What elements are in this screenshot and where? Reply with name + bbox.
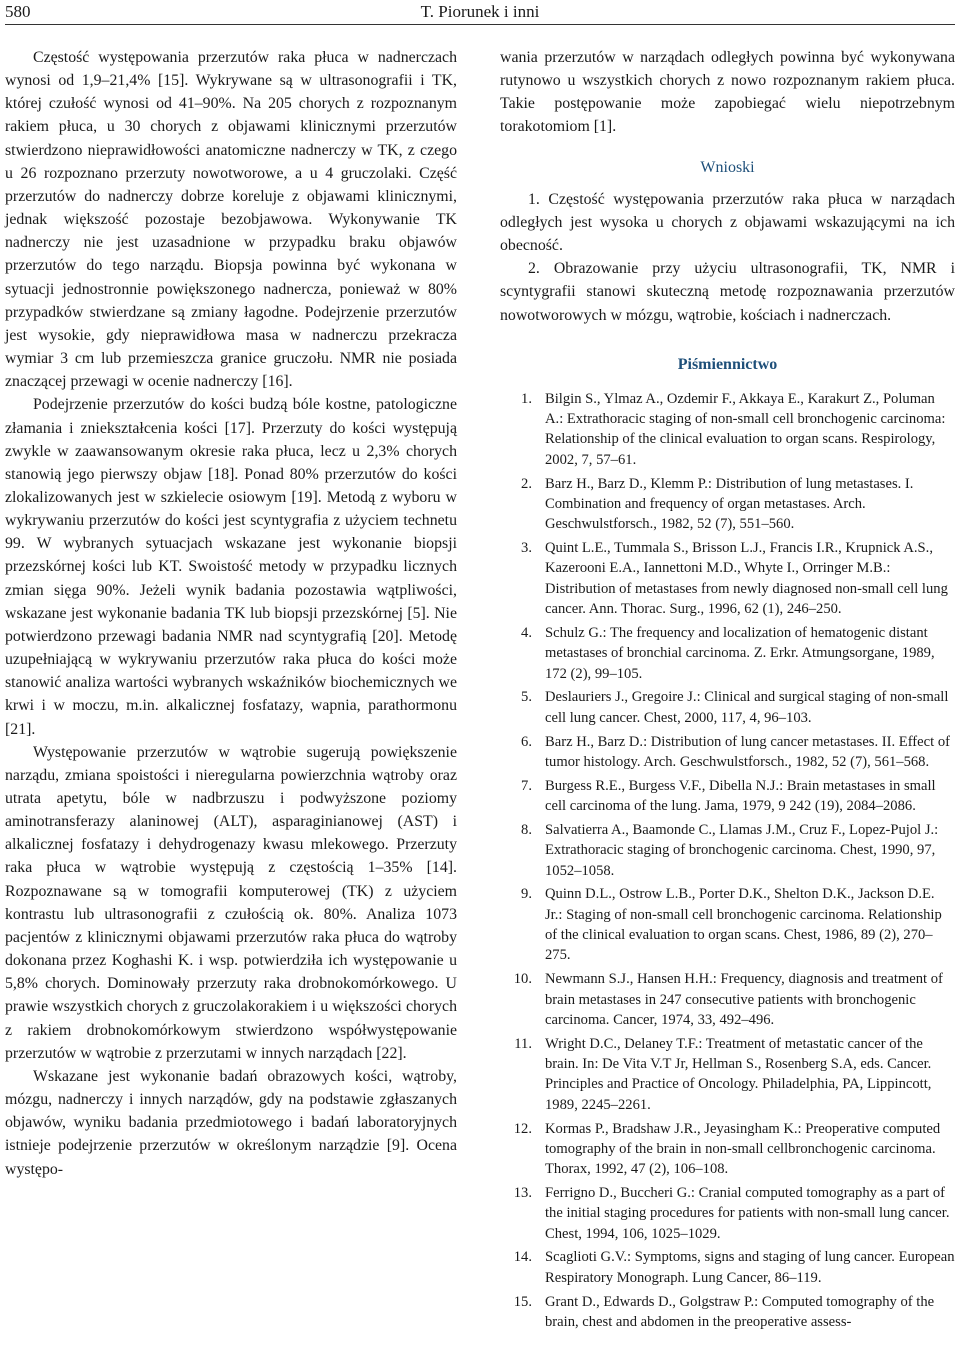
reference-item <box>500 1034 955 1115</box>
reference-text: Barz H., Barz D.: Distribution of lung cancer metastases. II. Effect of tumor histology. Arch. Geschwulstforsch., 1982, 52 (7), 561–568. <box>545 733 950 770</box>
reference-item <box>500 474 955 535</box>
reference-text: Grant D., Edwards D., Golgstraw P.: Computed tomography of the brain, chest and abdomen in the preoperative assess- <box>545 1293 935 1330</box>
reference-item <box>500 776 955 817</box>
reference-number: 7. <box>521 777 532 794</box>
reference-item <box>500 623 955 684</box>
reference-item <box>500 884 955 965</box>
running-title: T. Piorunek i inni <box>420 2 540 21</box>
conclusions-heading: Wnioski <box>700 158 755 176</box>
reference-item <box>500 538 955 619</box>
paragraph-imaging-recommendation: Wskazane jest wykonanie badań obrazowych kości, wątroby, mózgu, nadnerczy i innych narządów, gdy na podstawie zgłaszanych objawów, wyniku badania przedmiotowego i badań laboratoryjnych istnieje podejrzenie przerzutów w określonym narządzie [9]. Ocena występo- <box>5 1067 457 1178</box>
conclusion-item: 1. Częstość występowania przerzutów raka płuca w narządach odległych jest wysoka u chorych z objawami wskazującymi na ich obecność. <box>500 190 955 255</box>
reference-number: 14. <box>513 1249 532 1266</box>
page-header <box>0 0 960 24</box>
reference-item <box>500 1183 955 1244</box>
reference-number: 15. <box>513 1293 532 1310</box>
paragraph-continuation: wania przerzutów w narządach odległych powinna być wykonywana rutynowo u wszystkich chorych z nowo rozpoznanym rakiem płuca. Takie postępowanie może zapobiegać wielu niepotrzebnym torakotomiom [1]. <box>500 49 955 136</box>
reference-text: Quinn D.L., Ostrow L.B., Porter D.K., Shelton D.K., Jackson D.E. Jr.: Staging of non-small cell bronchogenic carcinoma. Relationship of the clinical evaluation to organ scans. Chest, 1986, 89 (2), 270–275. <box>545 886 942 964</box>
reference-number: 4. <box>521 624 532 641</box>
reference-item <box>500 820 955 881</box>
right-column <box>500 46 955 1336</box>
reference-text: Burgess R.E., Burgess V.F., Dibella N.J.: Brain metastases in small cell carcinoma of the lung. Jama, 1979, 9 242 (19), 2084–2086. <box>545 777 936 815</box>
references-list <box>500 389 955 1332</box>
reference-number: 9. <box>521 886 532 903</box>
reference-text: Kormas P., Bradshaw J.R., Jeyasingham K.: Preoperative computed tomography of the brain in non-small cellbronchogenic carcinoma. Thorax, 1992, 47 (2), 106–108. <box>545 1120 941 1178</box>
reference-number: 11. <box>514 1035 532 1052</box>
reference-item <box>500 1247 955 1288</box>
reference-item <box>500 1119 955 1180</box>
reference-text: Salvatierra A., Baamonde C., Llamas J.M., Cruz F., Lopez-Pujol J.: Extrathoracic staging of bronchogenic carcinoma. Chest, 1990, 97, 1052–1058. <box>545 821 939 879</box>
reference-text: Barz H., Barz D., Klemm P.: Distribution of lung metastases. I. Combination and frequency of organ metastases. Arch. Geschwulstforsch., 1982, 52 (7), 551–560. <box>545 475 914 533</box>
reference-text: Ferrigno D., Buccheri G.: Cranial computed tomography as a part of the initial staging procedures for patients with non-small lung cancer. Chest, 1994, 106, 1025–1029. <box>545 1184 950 1242</box>
paragraph-liver-metastases: Występowanie przerzutów w wątrobie sugerują powiększenie narządu, zmiana spoistości i nieregularna powierzchnia wątroby oraz utrata apetytu, bóle w nadbrzuszu i podwyższone poziomy aminotransferazy alaninowej (ALT), asparaginianowej (AST) i alkalicznej fosfatazy i dehydrogenazy kwasu mlekowego. Przerzuty raka płuca w wątrobie występują z częstością 1–35% [14]. Rozpoznawane są w tomografii komputerowej (TK) z użyciem kontrastu lub ultrasonografii z czułością ok. 80%. Analiza 1073 pacjentów z klinicznymi objawami przerzutów raka płuca do wątroby dokonana przez Koghashi K. i wsp. potwierdziła ich występowanie u 5,8% chorych. Dominowały przerzuty raka drobnokomórkowego. U prawie wszystkich chorych z gruczolakorakiem i u większości chorych z rakiem drobnokomórkowym stwierdzono współwystępowanie przerzutów w wątrobie z przerzutami w innych narządach [22]. <box>5 743 457 1062</box>
reference-number: 2. <box>521 475 532 492</box>
reference-item <box>500 969 955 1030</box>
reference-item <box>500 687 955 728</box>
paragraph-bone-metastases: Podejrzenie przerzutów do kości budzą bóle kostne, patologiczne złamania i zniekształcenia kości [17]. Przerzuty do kości występują zwykle w zaawansowanym okresie raka płuca, lecz u 2,3% chorych stanowią jego pierwszy objaw [18]. Ponad 80% przerzutów do kości zlokalizowanych jest w szkielecie osiowym [19]. Metodą z wyboru w wykrywaniu przerzutów do kości jest scyntygrafia z użyciem technetu 99. W wybranych sytuacjach wskazane jest wykonanie biopsji przezskórnej kości lub KT. Swoistość metody w przypadku licznych zmian sięga 90%. Jeżeli wynik badania pozostawia wątpliwości, wskazane jest wykonanie badania TK lub biopsji przezskórnej [5]. Nie potwierdzono przewagi badania NMR nad scyntygrafią [20]. Metodę uzupełniającą w wykrywaniu przerzutów raka płuca do kości może stanowić analiza wartości wybranych wskaźników biochemicznych we krwi i w moczu, m.in. alkalicznej fosfatazy, wapnia, parathormonu [21]. <box>5 396 457 738</box>
reference-number: 6. <box>521 733 532 750</box>
reference-number: 10. <box>513 971 532 988</box>
reference-number: 13. <box>513 1184 532 1201</box>
reference-text: Deslauriers J., Gregoire J.: Clinical and surgical staging of non-small cell lung cancer. Chest, 2000, 117, 4, 96–103. <box>545 689 949 726</box>
header-rule <box>5 24 955 25</box>
reference-text: Newmann S.J., Hansen H.H.: Frequency, diagnosis and treatment of brain metastases in 247 consecutive patients with bronchogenic carcinoma. Cancer, 1974, 33, 492–496. <box>545 971 943 1028</box>
left-column <box>5 46 457 1181</box>
references-heading: Piśmiennictwo <box>677 355 778 373</box>
reference-text: Scaglioti G.V.: Symptoms, signs and staging of lung cancer. European Respiratory Monograph. Lung Cancer, 86–119. <box>545 1249 955 1286</box>
reference-text: Schulz G.: The frequency and localization of hematogenic distant metastases of bronchial carcinoma. Z. Erkr. Atmungsorgane, 1989, 172 (2), 99–105. <box>545 624 935 682</box>
reference-number: 8. <box>521 821 532 838</box>
reference-text: Quint L.E., Tummala S., Brisson L.J., Francis I.R., Krupnick A.S., Kazerooni E.A., Iannettoni M.D., Whyte I., Orringer M.B.: Distribution of metastases from newly diagnosed non-small cell lung cancer. Ann. Thorac. Surg., 1996, 62 (1), 246–250. <box>545 540 948 618</box>
reference-item <box>500 1292 955 1333</box>
page-number: 580 <box>5 2 31 21</box>
reference-number: 5. <box>521 689 532 706</box>
conclusion-item: 2. Obrazowanie przy użyciu ultrasonografii, TK, NMR i scyntygrafii stanowi skuteczną metodę rozpoznawania przerzutów nowotworowych w mózgu, wątrobie, kościach i nadnerczach. <box>500 260 955 324</box>
reference-number: 1. <box>521 390 532 407</box>
paragraph-adrenal-metastases: Częstość występowania przerzutów raka płuca w nadnerczach wynosi od 1,9–21,4% [15]. Wykrywane są w ultrasonografii i TK, której czułość wynosi od 41–90%. Na 205 chorych z rozpoznanym rakiem płuca, u 30 chorych z objawami klinicznymi przerzutów stwierdzono nieprawidłowości anatomiczne nadnerczy w TK, z czego u 26 rozpoznano przerzuty nowotworowe, a u 4 gruczolaki. Część przerzutów do nadnerczy dobrze koreluje z objawami klinicznymi, jednak większość pozostaje bezobjawowa. Wykonywanie TK nadnerczy nie jest uzasadnione w przypadku braku objawów przerzutów do tego narządu. Biopsja powinna być wykonana w sytuacji jednostronnie powiększonego nadnercza, ponieważ w 80% przypadków stwierdzane są zmiany łagodne. Podejrzenie przerzutów jest wysokie, gdy nieprawidłowa masa w nadnerczu przekracza wymiar 3 cm lub przemieszcza granice gruczołu. NMR nie posiada znaczącej przewagi w ocenie nadnerczy [16]. <box>5 49 457 391</box>
reference-item <box>500 732 955 773</box>
reference-text: Wright D.C., Delaney T.F.: Treatment of metastatic cancer of the brain. In: De Vita V.T Jr, Hellman S., Rosenberg S.A, eds. Cancer. Principles and Practice of Oncology. Philadelphia, PA, Lippincott, 1989, 2245–2261. <box>545 1035 932 1113</box>
reference-item <box>500 389 955 470</box>
reference-number: 3. <box>521 540 532 557</box>
reference-text: Bilgin S., Ylmaz A., Ozdemir F., Akkaya E., Karakurt Z., Poluman A.: Extrathoracic staging of non-small cell bronchogenic carcinoma: Relationship of the clinical evaluation to organ scans. Respirology, 2002, 7, 57–61. <box>545 390 946 468</box>
reference-number: 12. <box>513 1120 532 1137</box>
